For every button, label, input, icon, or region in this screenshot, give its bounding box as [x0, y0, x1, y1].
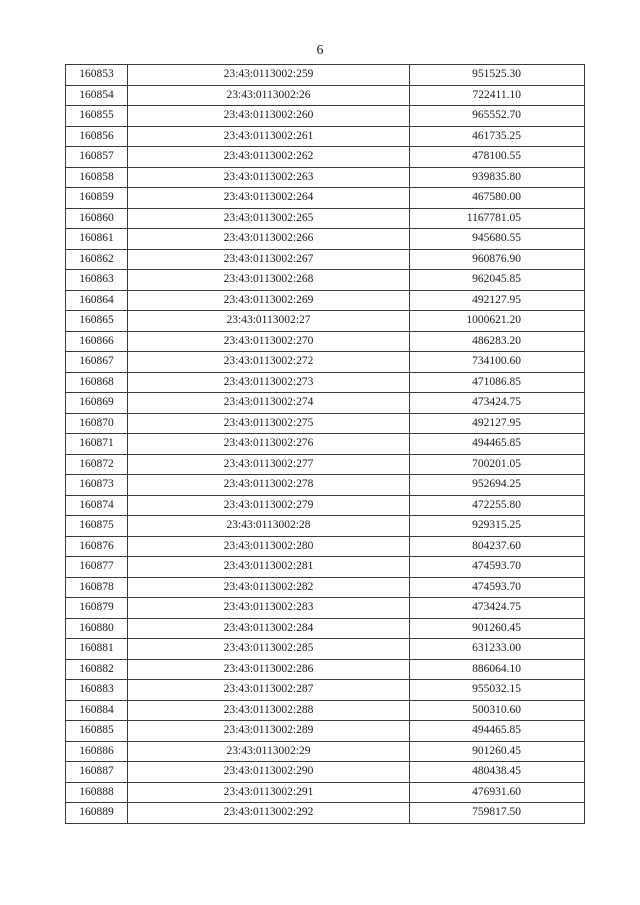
cadastral-value-cell: 492127.95 [410, 290, 585, 311]
table-row [66, 803, 585, 824]
cadastral-value-cell: 500310.60 [410, 700, 585, 721]
row-number-cell: 160884 [66, 700, 128, 721]
cadastral-value-cell: 476931.60 [410, 782, 585, 803]
cadastral-value-cell: 494465.85 [410, 434, 585, 455]
table-row [66, 249, 585, 270]
table-row [66, 659, 585, 680]
cadastral-value-cell: 804237.60 [410, 536, 585, 557]
cadastral-value-cell: 886064.10 [410, 659, 585, 680]
table-row [66, 270, 585, 291]
row-number-cell: 160880 [66, 618, 128, 639]
table-row [66, 639, 585, 660]
cadastral-value-cell: 722411.10 [410, 85, 585, 106]
table-row [66, 680, 585, 701]
row-number-cell: 160888 [66, 782, 128, 803]
table-row [66, 741, 585, 762]
cadastral-number-cell: 23:43:0113002:277 [128, 454, 410, 475]
cadastral-value-cell: 474593.70 [410, 577, 585, 598]
row-number-cell: 160854 [66, 85, 128, 106]
cadastral-number-cell: 23:43:0113002:265 [128, 208, 410, 229]
row-number-cell: 160867 [66, 352, 128, 373]
row-number-cell: 160855 [66, 106, 128, 127]
cadastral-value-cell: 939835.80 [410, 167, 585, 188]
cadastral-number-cell: 23:43:0113002:285 [128, 639, 410, 660]
table-body [66, 65, 585, 824]
table-row [66, 762, 585, 783]
row-number-cell: 160886 [66, 741, 128, 762]
cadastral-number-cell: 23:43:0113002:279 [128, 495, 410, 516]
cadastral-value-cell: 952694.25 [410, 475, 585, 496]
cadastral-value-cell: 631233.00 [410, 639, 585, 660]
cadastral-number-cell: 23:43:0113002:269 [128, 290, 410, 311]
cadastral-value-cell: 471086.85 [410, 372, 585, 393]
cadastral-number-cell: 23:43:0113002:263 [128, 167, 410, 188]
table-row [66, 495, 585, 516]
cadastral-number-cell: 23:43:0113002:267 [128, 249, 410, 270]
cadastral-value-cell: 461735.25 [410, 126, 585, 147]
cadastral-value-cell: 901260.45 [410, 618, 585, 639]
table-row [66, 352, 585, 373]
cadastral-number-cell: 23:43:0113002:289 [128, 721, 410, 742]
row-number-cell: 160879 [66, 598, 128, 619]
cadastral-value-cell: 759817.50 [410, 803, 585, 824]
cadastral-value-cell: 474593.70 [410, 557, 585, 578]
cadastral-value-cell: 494465.85 [410, 721, 585, 742]
table-row [66, 721, 585, 742]
cadastral-value-cell: 1167781.05 [410, 208, 585, 229]
table-row [66, 700, 585, 721]
table-row [66, 618, 585, 639]
table-row [66, 311, 585, 332]
table-row [66, 126, 585, 147]
row-number-cell: 160862 [66, 249, 128, 270]
cadastral-value-cell: 478100.55 [410, 147, 585, 168]
table-row [66, 106, 585, 127]
row-number-cell: 160869 [66, 393, 128, 414]
table-row [66, 516, 585, 537]
row-number-cell: 160859 [66, 188, 128, 209]
cadastral-value-cell: 480438.45 [410, 762, 585, 783]
row-number-cell: 160856 [66, 126, 128, 147]
row-number-cell: 160868 [66, 372, 128, 393]
row-number-cell: 160871 [66, 434, 128, 455]
table-row [66, 188, 585, 209]
row-number-cell: 160878 [66, 577, 128, 598]
cadastral-value-cell: 486283.20 [410, 331, 585, 352]
cadastral-number-cell: 23:43:0113002:29 [128, 741, 410, 762]
row-number-cell: 160873 [66, 475, 128, 496]
table-row [66, 782, 585, 803]
cadastral-number-cell: 23:43:0113002:288 [128, 700, 410, 721]
table-row [66, 85, 585, 106]
row-number-cell: 160882 [66, 659, 128, 680]
row-number-cell: 160853 [66, 65, 128, 86]
row-number-cell: 160876 [66, 536, 128, 557]
cadastral-value-cell: 700201.05 [410, 454, 585, 475]
row-number-cell: 160858 [66, 167, 128, 188]
cadastral-number-cell: 23:43:0113002:292 [128, 803, 410, 824]
table-row [66, 372, 585, 393]
row-number-cell: 160885 [66, 721, 128, 742]
table-row [66, 229, 585, 250]
row-number-cell: 160875 [66, 516, 128, 537]
cadastral-number-cell: 23:43:0113002:266 [128, 229, 410, 250]
table-row [66, 434, 585, 455]
table-row [66, 167, 585, 188]
cadastral-number-cell: 23:43:0113002:278 [128, 475, 410, 496]
row-number-cell: 160887 [66, 762, 128, 783]
cadastral-value-cell: 734100.60 [410, 352, 585, 373]
cadastral-value-cell: 965552.70 [410, 106, 585, 127]
cadastral-number-cell: 23:43:0113002:273 [128, 372, 410, 393]
cadastral-value-cell: 1000621.20 [410, 311, 585, 332]
cadastral-value-cell: 929315.25 [410, 516, 585, 537]
table-row [66, 577, 585, 598]
row-number-cell: 160889 [66, 803, 128, 824]
cadastral-number-cell: 23:43:0113002:282 [128, 577, 410, 598]
table-row [66, 290, 585, 311]
table-row [66, 393, 585, 414]
cadastral-value-cell: 467580.00 [410, 188, 585, 209]
table-row [66, 413, 585, 434]
table-row [66, 208, 585, 229]
row-number-cell: 160874 [66, 495, 128, 516]
cadastral-number-cell: 23:43:0113002:291 [128, 782, 410, 803]
cadastral-number-cell: 23:43:0113002:275 [128, 413, 410, 434]
table-row [66, 598, 585, 619]
cadastral-number-cell: 23:43:0113002:281 [128, 557, 410, 578]
cadastral-number-cell: 23:43:0113002:284 [128, 618, 410, 639]
cadastral-number-cell: 23:43:0113002:262 [128, 147, 410, 168]
table-row [66, 475, 585, 496]
row-number-cell: 160863 [66, 270, 128, 291]
cadastral-number-cell: 23:43:0113002:260 [128, 106, 410, 127]
table-row [66, 147, 585, 168]
cadastral-number-cell: 23:43:0113002:28 [128, 516, 410, 537]
registry-table [65, 64, 585, 824]
cadastral-value-cell: 472255.80 [410, 495, 585, 516]
row-number-cell: 160872 [66, 454, 128, 475]
cadastral-number-cell: 23:43:0113002:259 [128, 65, 410, 86]
row-number-cell: 160883 [66, 680, 128, 701]
table-row [66, 454, 585, 475]
cadastral-value-cell: 962045.85 [410, 270, 585, 291]
cadastral-number-cell: 23:43:0113002:26 [128, 85, 410, 106]
cadastral-number-cell: 23:43:0113002:283 [128, 598, 410, 619]
cadastral-value-cell: 955032.15 [410, 680, 585, 701]
row-number-cell: 160870 [66, 413, 128, 434]
table-row [66, 65, 585, 86]
table-row [66, 557, 585, 578]
row-number-cell: 160881 [66, 639, 128, 660]
cadastral-number-cell: 23:43:0113002:274 [128, 393, 410, 414]
cadastral-value-cell: 473424.75 [410, 393, 585, 414]
cadastral-value-cell: 945680.55 [410, 229, 585, 250]
row-number-cell: 160866 [66, 331, 128, 352]
table-row [66, 331, 585, 352]
cadastral-number-cell: 23:43:0113002:280 [128, 536, 410, 557]
cadastral-value-cell: 901260.45 [410, 741, 585, 762]
cadastral-number-cell: 23:43:0113002:264 [128, 188, 410, 209]
cadastral-number-cell: 23:43:0113002:270 [128, 331, 410, 352]
table-row [66, 536, 585, 557]
row-number-cell: 160877 [66, 557, 128, 578]
cadastral-number-cell: 23:43:0113002:268 [128, 270, 410, 291]
cadastral-value-cell: 960876.90 [410, 249, 585, 270]
row-number-cell: 160857 [66, 147, 128, 168]
row-number-cell: 160861 [66, 229, 128, 250]
cadastral-number-cell: 23:43:0113002:272 [128, 352, 410, 373]
cadastral-number-cell: 23:43:0113002:290 [128, 762, 410, 783]
cadastral-value-cell: 951525.30 [410, 65, 585, 86]
row-number-cell: 160864 [66, 290, 128, 311]
page-number: 6 [316, 43, 324, 58]
row-number-cell: 160860 [66, 208, 128, 229]
cadastral-number-cell: 23:43:0113002:27 [128, 311, 410, 332]
cadastral-number-cell: 23:43:0113002:276 [128, 434, 410, 455]
cadastral-number-cell: 23:43:0113002:286 [128, 659, 410, 680]
cadastral-number-cell: 23:43:0113002:287 [128, 680, 410, 701]
row-number-cell: 160865 [66, 311, 128, 332]
cadastral-value-cell: 473424.75 [410, 598, 585, 619]
cadastral-value-cell: 492127.95 [410, 413, 585, 434]
cadastral-number-cell: 23:43:0113002:261 [128, 126, 410, 147]
